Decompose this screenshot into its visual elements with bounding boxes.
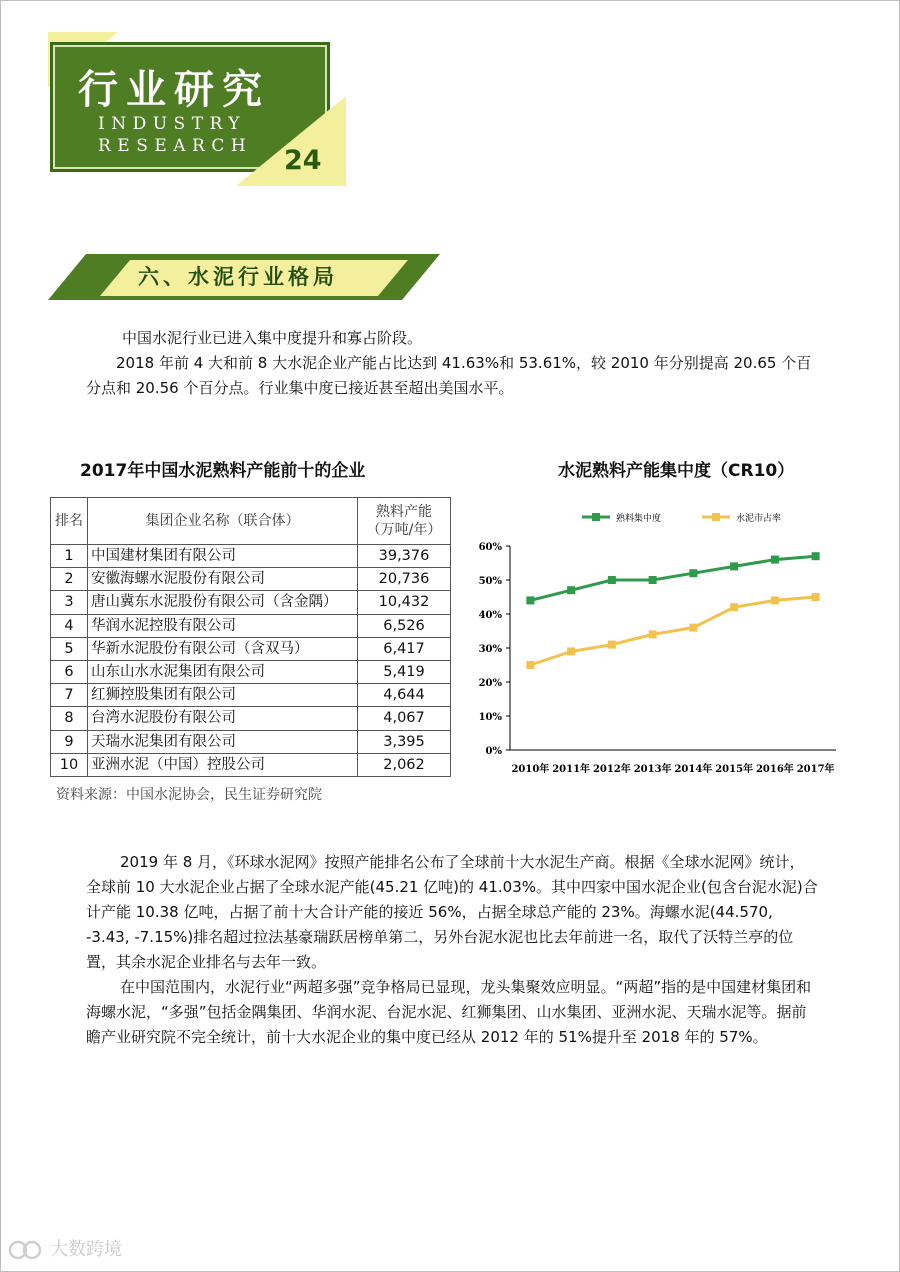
table-row [51, 591, 451, 614]
x-tick-label: 2012年 [592, 764, 631, 775]
series-1-point [608, 576, 616, 584]
series-1-point [771, 556, 779, 564]
capacity-cell: 10,432 [358, 591, 451, 614]
series-1-point [730, 562, 738, 570]
table-row [51, 730, 451, 753]
header-subtitle-line1: INDUSTRY [98, 114, 247, 134]
capacity-cell: 4,644 [358, 684, 451, 707]
x-tick-label: 2015年 [715, 764, 754, 775]
name-cell: 天瑞水泥集团有限公司 [88, 730, 358, 753]
x-tick-label: 2013年 [633, 764, 672, 775]
table-title: 2017年中国水泥熟料产能前十的企业 [80, 461, 366, 481]
table-header-row [51, 498, 451, 545]
intro-line-1: 中国水泥行业已进入集中度提升和寡占阶段。 [122, 329, 423, 347]
legend-swatch-marker [712, 513, 720, 521]
legend-label: 熟料集中度 [616, 514, 662, 524]
series-2-point [812, 593, 820, 601]
name-cell: 山东山水水泥集团有限公司 [88, 660, 358, 683]
capacity-cell: 6,417 [358, 637, 451, 660]
body-paragraphs [86, 850, 818, 1050]
table-source: 资料来源：中国水泥协会，民生证券研究院 [56, 787, 322, 803]
x-tick-label: 2016年 [755, 764, 794, 775]
x-tick-label: 2010年 [511, 764, 550, 775]
capacity-table [50, 497, 451, 777]
x-tick-label: 2011年 [552, 764, 591, 775]
header-capacity-line2: （万吨/年） [366, 522, 442, 538]
watermark-logo-icon [8, 1238, 44, 1262]
table-row [51, 753, 451, 776]
legend-label: 水泥市占率 [736, 514, 782, 524]
rank-cell: 10 [51, 753, 88, 776]
header-name: 集团企业名称（联合体） [88, 498, 358, 545]
capacity-cell: 20,736 [358, 568, 451, 591]
capacity-cell: 39,376 [358, 545, 451, 568]
rank-cell: 5 [51, 637, 88, 660]
rank-cell: 8 [51, 707, 88, 730]
series-1-point [812, 552, 820, 560]
series-1-point [649, 576, 657, 584]
table-row [51, 637, 451, 660]
series-1-point [526, 596, 534, 604]
cr10-line-chart [470, 498, 850, 788]
capacity-cell: 3,395 [358, 730, 451, 753]
rank-cell: 2 [51, 568, 88, 591]
series-2-point [649, 630, 657, 638]
series-2-point [526, 661, 534, 669]
section-title: 六、水泥行业格局 [138, 264, 338, 289]
series-2-point [689, 624, 697, 632]
table-row [51, 568, 451, 591]
rank-cell: 6 [51, 660, 88, 683]
y-tick-label: 20% [478, 678, 502, 689]
capacity-cell: 5,419 [358, 660, 451, 683]
table-row [51, 614, 451, 637]
table-row [51, 660, 451, 683]
table-row [51, 684, 451, 707]
name-cell: 红狮控股集团有限公司 [88, 684, 358, 707]
x-tick-label: 2014年 [674, 764, 713, 775]
x-tick-label: 2017年 [796, 764, 835, 775]
header-capacity [358, 498, 451, 545]
y-tick-label: 10% [478, 712, 502, 723]
name-cell: 华润水泥控股有限公司 [88, 614, 358, 637]
series-1-point [567, 586, 575, 594]
header-subtitle-line2: RESEARCH [98, 136, 253, 156]
intro-line-2: 2018 年前 4 大和前 8 大水泥企业产能占比达到 41.63%和 53.61%，较 2010 年分别提高 20.65 个百分点和 20.56 个百分点。行业集中度已接近甚至超出美国水平。 [86, 354, 812, 397]
series-2-point [567, 647, 575, 655]
intro-paragraph [86, 326, 818, 401]
chart-title: 水泥熟料产能集中度（CR10） [558, 461, 795, 481]
y-tick-label: 0% [485, 746, 502, 757]
name-cell: 唐山冀东水泥股份有限公司（含金隅） [88, 591, 358, 614]
series-2-point [771, 596, 779, 604]
y-tick-label: 30% [478, 644, 502, 655]
capacity-cell: 2,062 [358, 753, 451, 776]
y-tick-label: 60% [478, 542, 502, 553]
table-row [51, 707, 451, 730]
rank-cell: 3 [51, 591, 88, 614]
rank-cell: 7 [51, 684, 88, 707]
rank-cell: 1 [51, 545, 88, 568]
series-1-point [689, 569, 697, 577]
table-row [51, 545, 451, 568]
watermark [8, 1238, 122, 1262]
y-tick-label: 50% [478, 576, 502, 587]
page-number: 24 [284, 145, 322, 176]
header-rank: 排名 [51, 498, 88, 545]
rank-cell: 4 [51, 614, 88, 637]
name-cell: 台湾水泥股份有限公司 [88, 707, 358, 730]
body-paragraph-2: 在中国范围内，水泥行业“两超多强”竞争格局已显现，龙头集聚效应明显。“两超”指的是中国建材集团和海螺水泥，“多强”包括金隅集团、华润水泥、台泥水泥、红狮集团、山水集团、亚洲水泥、天瑞水泥等。据前瞻产业研究院不完全统计，前十大水泥企业的集中度已经从 2012 年的 51%提升至 2018 年的 57%。 [86, 978, 812, 1046]
body-paragraph-1: 2019 年 8 月，《环球水泥网》按照产能排名公布了全球前十大水泥生产商。根据《全球水泥网》统计，全球前 10 大水泥企业占据了全球水泥产能(45.21 亿吨)的 41.03%。其中四家中国水泥企业(包含台泥水泥)合计产能 10.38 亿吨，占据了前十大合计产能的接近 56%，占据全球总产能的 23%。海螺水泥(44.570, -3.43, -7.15%)排名超过拉法基豪瑞跃居榜单第二，另外台泥水泥也比去年前进一名，取代了沃特兰亭的位置，其余水泥企业排名与去年一致。 [86, 853, 818, 971]
capacity-cell: 4,067 [358, 707, 451, 730]
legend-swatch-marker [592, 513, 600, 521]
header-capacity-line1: 熟料产能 [376, 504, 432, 520]
y-tick-label: 40% [478, 610, 502, 621]
name-cell: 亚洲水泥（中国）控股公司 [88, 753, 358, 776]
name-cell: 安徽海螺水泥股份有限公司 [88, 568, 358, 591]
name-cell: 华新水泥股份有限公司（含双马） [88, 637, 358, 660]
name-cell: 中国建材集团有限公司 [88, 545, 358, 568]
header-title: 行业研究 [78, 67, 270, 113]
rank-cell: 9 [51, 730, 88, 753]
series-2-point [730, 603, 738, 611]
watermark-text: 大数跨境 [50, 1239, 122, 1260]
series-2-point [608, 641, 616, 649]
capacity-cell: 6,526 [358, 614, 451, 637]
